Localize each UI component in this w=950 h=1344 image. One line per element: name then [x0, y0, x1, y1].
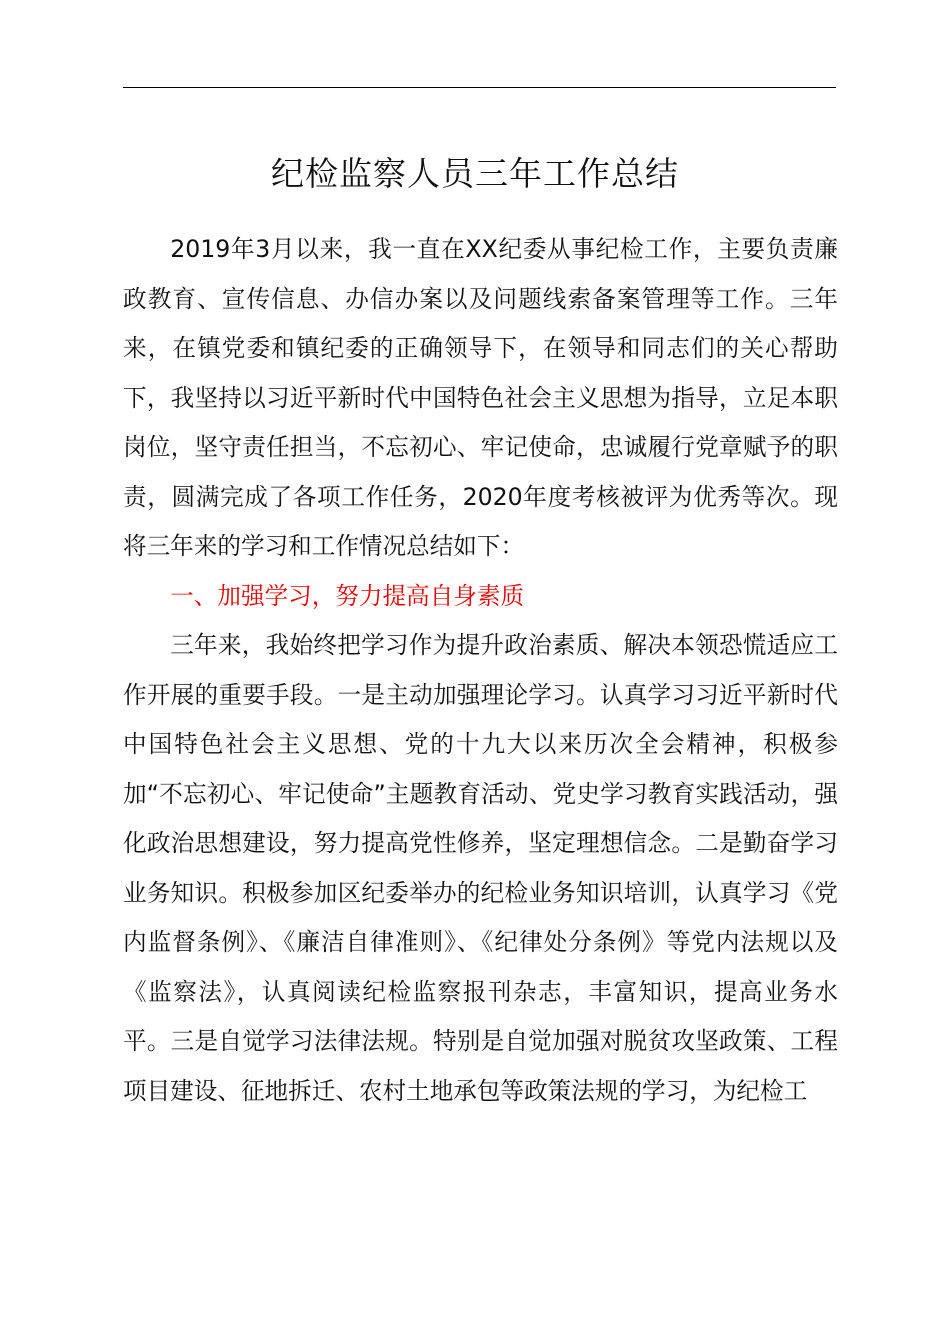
document-body: [123, 225, 838, 1116]
section-paragraph: 三年来，我始终把学习作为提升政治素质、解决本领恐慌适应工作开展的重要手段。一是主动加强理论学习。认真学习习近平新时代中国特色社会主义思想、党的十九大以来历次全会精神，积极参加“不忘初心、牢记使命”主题教育活动、党史学习教育实践活动，强化政治思想建设，努力提高党性修养，坚定理想信念。二是勤奋学习业务知识。积极参加区纪委举办的纪检业务知识培训，认真学习《党内监督条例》、《廉洁自律准则》、《纪律处分条例》等党内法规以及《监察法》，认真阅读纪检监察报刊杂志，丰富知识，提高业务水平。三是自觉学习法律法规。特别是自觉加强对脱贫攻坚政策、工程项目建设、征地拆迁、农村土地承包等政策法规的学习，为纪检工: [123, 631, 838, 1105]
header-rule: [123, 87, 836, 88]
intro-paragraph: 2019年3月以来，我一直在XX纪委从事纪检工作，主要负责廉政教育、宣传信息、办信办案以及问题线索备案管理等工作。三年来，在镇党委和镇纪委的正确领导下，在领导和同志们的关心帮助下，我坚持以习近平新时代中国特色社会主义思想为指导，立足本职岗位，坚守责任担当，不忘初心、牢记使命，忠诚履行党章赋予的职责，圆满完成了各项工作任务，2020年度考核被评为优秀等次。现将三年来的学习和工作情况总结如下：: [123, 235, 838, 560]
section-heading: 一、加强学习，努力提高自身素质: [170, 581, 525, 610]
page-title: 纪检监察人员三年工作总结: [271, 154, 679, 193]
